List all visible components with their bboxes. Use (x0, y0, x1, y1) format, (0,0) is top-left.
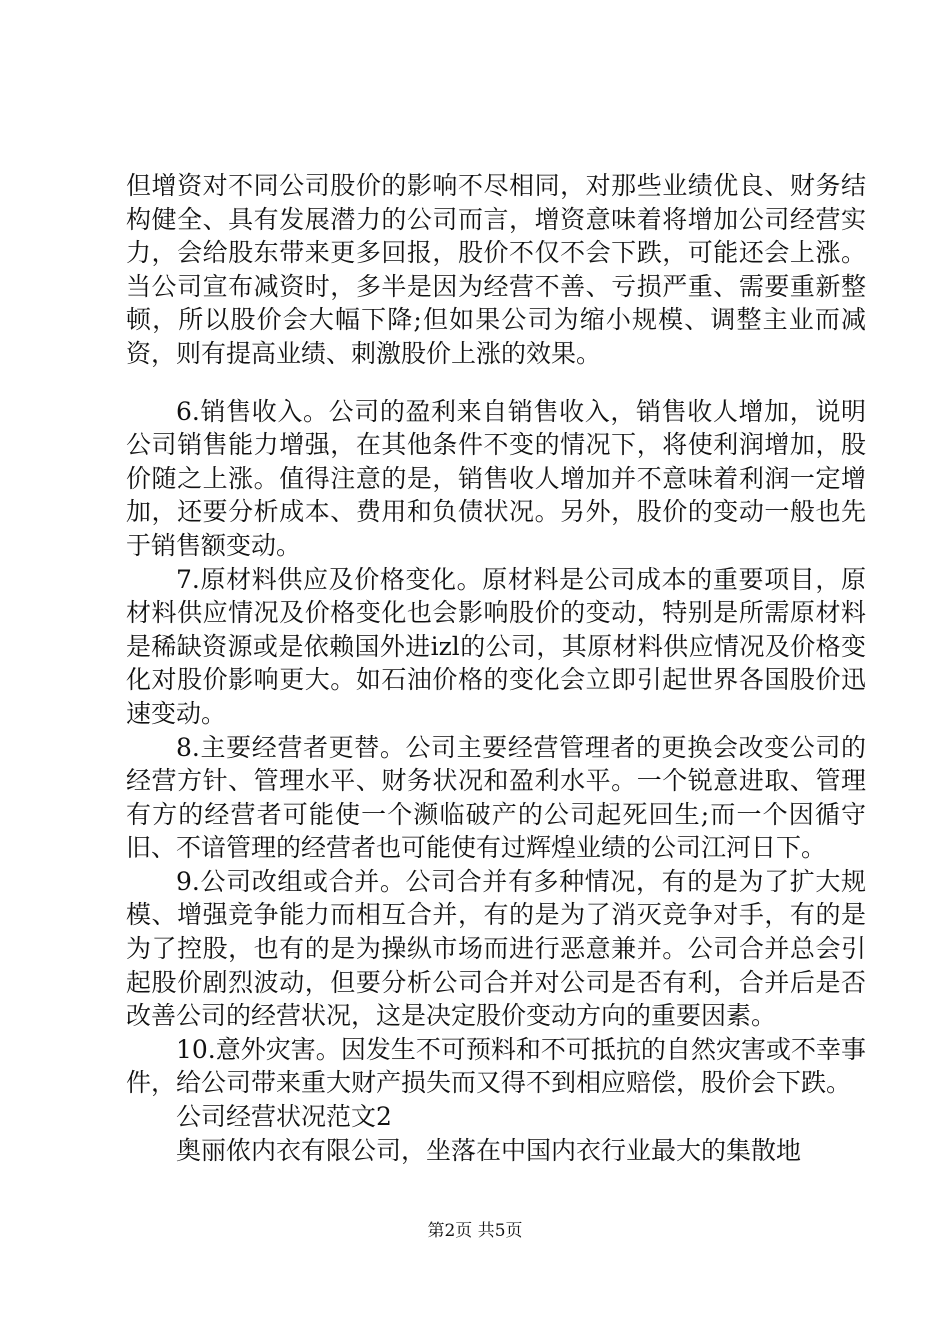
paragraph-accidental-disaster: 10.意外灾害。因发生不可预料和不可抵抗的自然灾害或不幸事件，给公司带来重大财产损失而又得不到相应赔偿，股价会下跌。 (126, 1034, 866, 1098)
paragraph-capital-change: 但增资对不同公司股价的影响不尽相同，对那些业绩优良、财务结构健全、具有发展潜力的公司而言，增资意味着将增加公司经营实力，会给股东带来更多回报，股价不仅不会下跌，可能还会上涨。当公司宣布减资时，多半是因为经营不善、亏损严重、需要重新整顿，所以股价会大幅下降;但如果公司为缩小规模、调整主业而减资，则有提高业绩、刺激股价上涨的效果。 (126, 171, 866, 368)
page-number-footer: 第2页 共5页 (427, 1221, 523, 1241)
section-heading-sample-2: 公司经营状况范文2 (176, 1102, 392, 1132)
paragraph-management-change: 8.主要经营者更替。公司主要经营管理者的更换会改变公司的经营方针、管理水平、财务状况和盈利水平。一个锐意进取、管理有方的经营者可能使一个濒临破产的公司起死回生;而一个因循守旧、不谙管理的经营者也可能使有过辉煌业绩的公司江河日下。 (126, 732, 866, 863)
document-body (126, 169, 866, 1167)
paragraph-sales-revenue: 6.销售收入。公司的盈利来自销售收入，销售收人增加，说明公司销售能力增强，在其他条件不变的情况下，将使利润增加，股价随之上涨。值得注意的是，销售收人增加并不意味着利润一定增加，还要分析成本、费用和负债状况。另外，股价的变动一般也先于销售额变动。 (126, 396, 866, 560)
paragraph-raw-materials: 7.原材料供应及价格变化。原材料是公司成本的重要项目，原材料供应情况及价格变化也会影响股价的变动，特别是所需原材料是稀缺资源或是依赖国外进izl的公司，其原材料供应情况及价格变化对股价影响更大。如石油价格的变化会立即引起世界各国股价迅速变动。 (126, 564, 866, 728)
paragraph-company-intro: 奥丽侬内衣有限公司，坐落在中国内衣行业最大的集散地 (176, 1135, 802, 1165)
paragraph-restructuring-merger: 9.公司改组或合并。公司合并有多种情况，有的是为了扩大规模、增强竞争能力而相互合并，有的是为了消灭竞争对手，有的是为了控股，也有的是为操纵市场而进行恶意兼并。公司合并总会引起股价剧烈波动，但要分析公司合并对公司是否有利，合并后是否改善公司的经营状况，这是决定股价变动方向的重要因素。 (126, 866, 866, 1031)
